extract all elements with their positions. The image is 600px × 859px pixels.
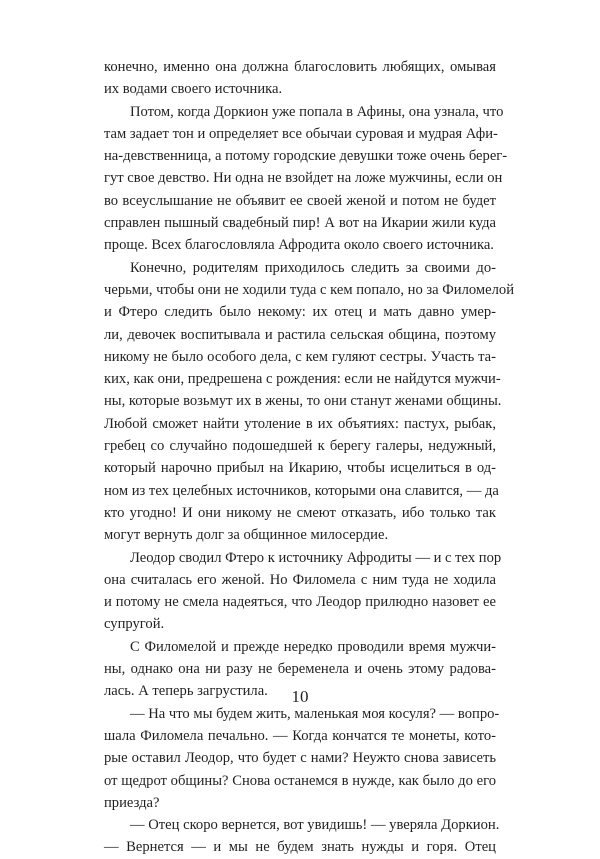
text-line: Потом, когда Доркион уже попала в Афины, она узнала, что (130, 103, 504, 120)
paragraph (104, 257, 515, 547)
text-line: ли, девочек воспитывала и растила сельская община, поэтому (104, 326, 496, 343)
text-line: никому не было особого дела, с кем гуляют сестры. Участь та- (104, 348, 496, 365)
text-line: гребец со случайно подошедшей к берегу галеры, недужный, (104, 438, 496, 455)
text-line: Леодор сводил Фтеро к источнику Афродиты — и с тех пор (130, 549, 502, 566)
text-line: С Филомелой и прежде нередко проводили время мужчи- (130, 638, 496, 655)
text-line: проще. Всех благословляла Афродита около своего источника. (104, 237, 494, 254)
text-line: — Вернется — и мы не будем знать нужды и горя. Отец (104, 839, 496, 856)
text-line: лась. А теперь загрустила. (104, 683, 268, 700)
text-line: во всеуслышание не объявит ее своей женой и потом не будет (104, 192, 496, 209)
text-line: ны, однако она ни разу не беременела и очень этому радова- (104, 661, 496, 678)
paragraph (104, 547, 502, 636)
text-line: она считалась его женой. Но Филомела с ним туда не ходила (104, 571, 496, 588)
text-line: могут вернуть долг за общинное милосердие. (104, 527, 389, 544)
text-line: — На что мы будем жить, маленькая моя косуля? — вопро- (130, 705, 500, 722)
paragraph (104, 56, 496, 101)
text-line: и Фтеро следить было некому: их отец и мать давно умер- (104, 304, 496, 321)
paragraph (104, 101, 508, 257)
text-line: супругой. (104, 616, 165, 633)
text-line: их водами своего источника. (104, 81, 283, 98)
text-line: который нарочно прибыл на Икарию, чтобы исцелиться в од- (104, 460, 496, 477)
text-line: черьми, чтобы они не ходили туда с кем попало, но за Филомелой (104, 281, 515, 298)
text-line: ны, которые возьмут их в жены, то они станут женами общины. (104, 393, 502, 410)
text-line: Любой сможет найти утоление в их объятиях: пастух, рыбак, (104, 415, 496, 432)
text-line: ном из тех целебных источников, которыми она славится, — да (104, 482, 499, 499)
text-line: и потому не смела надеяться, что Леодор прилюдно назовет ее (104, 594, 496, 611)
text-line: кто угодно! И они никому не смеют отказать, ибо только так (104, 504, 496, 521)
text-line: справлен пышный свадебный пир! А вот на Икарии жили куда (104, 215, 496, 232)
text-line: гут свое девство. Ни одна не взойдет на ложе мужчины, если он (104, 170, 503, 187)
paragraph (104, 703, 500, 814)
text-line: там задает тон и определяет все обычаи суровая и мудрая Афи- (104, 125, 498, 142)
text-line: ких, как они, предрешена с рождения: если не найдутся мужчи- (104, 371, 501, 388)
page-number: 10 (291, 687, 309, 706)
paragraph (104, 814, 500, 859)
text-line: от щедрот общины? Снова останемся в нужде, как было до его (104, 772, 496, 789)
text-line: шала Филомела печально. — Когда кончатся те монеты, кото- (104, 727, 496, 744)
text-line: конечно, именно она должна благословить любящих, омывая (104, 59, 496, 75)
text-line: рые оставил Леодор, что будет с нами? Неужто снова зависеть (104, 750, 496, 767)
text-line: приезда? (104, 794, 160, 811)
text-line: Конечно, родителям приходилось следить за своими до- (130, 259, 496, 276)
text-line: — Отец скоро вернется, вот увидишь! — уверяла Доркион. (130, 817, 500, 834)
text-line: на-девственница, а потому городские девушки тоже очень берег- (104, 148, 508, 165)
page-body-text (104, 56, 515, 859)
